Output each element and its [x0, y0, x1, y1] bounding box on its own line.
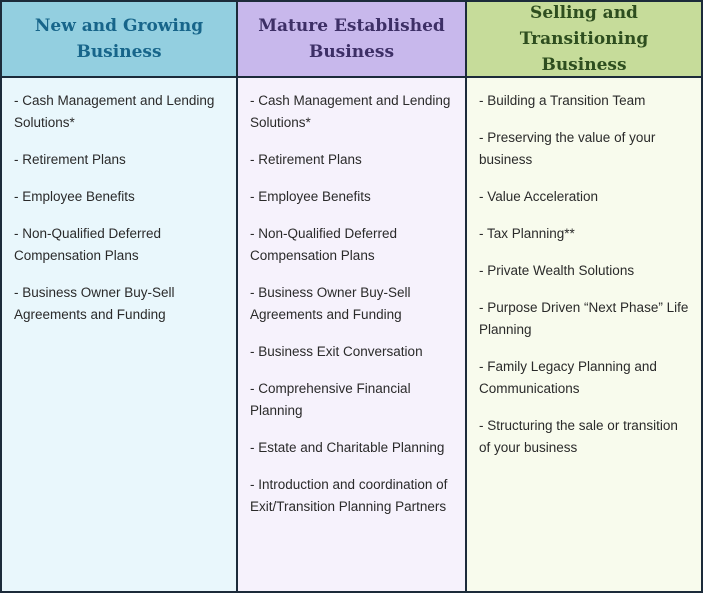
list-item: - Structuring the sale or transition of your business	[479, 418, 678, 455]
list-item: - Employee Benefits	[250, 189, 371, 204]
list-item: - Private Wealth Solutions	[479, 263, 635, 278]
column-title-line-1: New and Growing	[34, 16, 204, 36]
list-item: - Preserving the value of your business	[479, 130, 656, 167]
list-item: - Cash Management and Lending Solutions*	[14, 93, 215, 130]
column-title-line-1: Selling and	[530, 3, 638, 23]
list-item: - Value Acceleration	[479, 189, 599, 204]
list-item: - Building a Transition Team	[479, 93, 646, 108]
list-item: - Business Owner Buy-Sell Agreements and Funding	[14, 285, 175, 322]
column-list	[467, 78, 701, 591]
list-item: - Business Exit Conversation	[250, 344, 423, 359]
column-header-mature-established	[238, 2, 465, 78]
column-selling-and-transitioning	[465, 2, 701, 591]
column-mature-established	[236, 2, 465, 591]
column-title-line-1: Mature Established	[258, 16, 445, 36]
list-item: - Cash Management and Lending Solutions*	[250, 93, 451, 130]
column-list	[2, 78, 236, 591]
list-item: - Introduction and coordination of Exit/Transition Planning Partners	[250, 477, 448, 514]
list-item: - Non-Qualified Deferred Compensation Plans	[14, 226, 162, 263]
list-item: - Purpose Driven “Next Phase” Life Planning	[479, 300, 689, 337]
list-item: - Family Legacy Planning and Communications	[479, 359, 657, 396]
list-item: - Tax Planning**	[479, 226, 575, 241]
column-title-line-2: Business	[76, 42, 162, 62]
list-item: - Comprehensive Financial Planning	[250, 381, 411, 418]
column-title-line-2: Business	[308, 42, 395, 62]
column-new-and-growing	[2, 2, 236, 591]
list-item: - Retirement Plans	[14, 152, 126, 167]
list-item: - Business Owner Buy-Sell Agreements and Funding	[250, 285, 411, 322]
column-header-selling-and-transitioning	[467, 2, 701, 78]
list-item: - Non-Qualified Deferred Compensation Plans	[250, 226, 398, 263]
column-header-new-and-growing	[2, 2, 236, 78]
list-item: - Employee Benefits	[14, 189, 135, 204]
column-title-line-2: Transitioning Business	[519, 29, 649, 75]
list-item: - Retirement Plans	[250, 152, 362, 167]
list-item: - Estate and Charitable Planning	[250, 440, 445, 455]
column-list	[238, 78, 465, 591]
